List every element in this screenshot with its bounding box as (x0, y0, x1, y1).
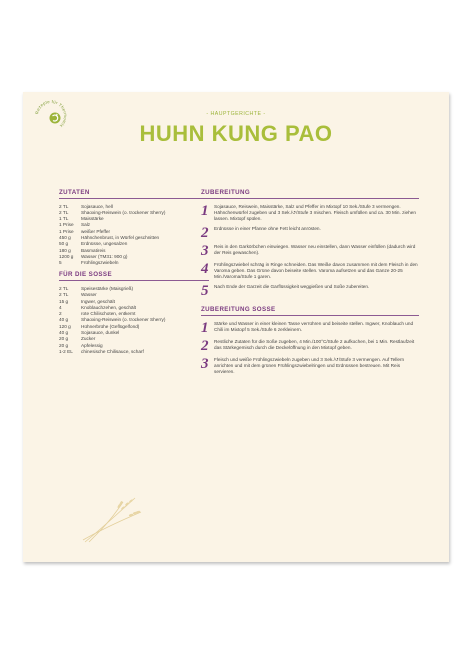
ingredients-heading: ZUTATEN (59, 189, 209, 199)
ingredient-row (59, 349, 209, 355)
ingredient-amount: 2 TL (59, 209, 69, 215)
ingredient-name: Speisestärke (Maisgrieß) (81, 285, 134, 291)
ingredient-amount: 450 g (59, 234, 71, 240)
ingredient-name: Hähnchenbrust, in Würfel geschnitten (81, 234, 160, 240)
ingredient-amount: 1 Prise (59, 222, 74, 228)
ingredient-name: Maisstärke (81, 216, 104, 222)
svg-text:Rezepte für Thermomix: Rezepte für Thermomix (34, 98, 69, 129)
ingredient-name: Shaoxing-Reiswein (o. trockener Sherry) (81, 209, 166, 215)
recipe-title: HUHN KUNG PAO (139, 121, 333, 146)
ingredient-name: Hühnerbrühe (Geflügelfond) (81, 323, 140, 329)
step-text: Frühlingszwiebel schräg in Ringe schneiden. Das Weiße davon zusammen mit dem Fleisch in den Varoma geben. Das Grüne davon beiseite stellen. Varoma aufsetzen und das Ganze 20-25 Min./Varoma/Stufe 1 garen. (214, 261, 418, 279)
recipe-page (23, 92, 449, 562)
ingredient-name: Frühlingszwiebeln (81, 260, 119, 266)
ingredient-amount: 120 g (59, 323, 71, 329)
ingredient-amount: 20 g (59, 342, 69, 348)
ingredient-name: Shaoxing-Reiswein (o. trockener Sherry) (81, 317, 166, 323)
step-number: 5 (201, 283, 209, 300)
ingredients-column (59, 189, 209, 360)
step-item (201, 284, 419, 298)
ingredient-amount: 2 TL (59, 292, 69, 298)
ingredient-amount: 1 Prise (59, 228, 74, 234)
step-item (201, 262, 419, 280)
step-item (201, 321, 419, 335)
ingredient-name: Knoblauchzehen, geschält (81, 304, 136, 310)
step-item (201, 226, 419, 240)
ingredient-name: Basmatireis (81, 247, 106, 253)
ingredient-name: Sojasauce, dunkel (81, 330, 120, 336)
ingredient-amount: 40 g (59, 330, 69, 336)
ingredient-amount: 2 (59, 311, 62, 317)
ingredient-name: Salz (81, 222, 91, 228)
step-text: Stärke und Wasser in einer kleinen Tasse verrühren und beiseite stellen. Ingwer, Knoblauch und Chili im Mixtopf 5 Sek./Stufe 6 zerkleinern. (214, 320, 414, 332)
step-item (201, 357, 419, 375)
step-text: Nach Ende der Garzeit die Garflüssigkeit weggießen und Soße zubereiten. (214, 284, 370, 290)
ingredient-name: Erdnüsse, ungesalzen (81, 241, 128, 247)
ingredient-amount: 4 (59, 304, 62, 310)
preparation-heading: ZUBEREITUNG (201, 189, 419, 199)
preparation-column (201, 189, 419, 379)
ingredients-list (59, 204, 209, 267)
ingredient-name: rote Chilischoten, entkernt (81, 311, 136, 317)
ingredient-amount: 2 TL (59, 203, 69, 209)
ingredient-name: Ingwer, geschält (81, 298, 115, 304)
step-text: Erdnüsse in einer Pfanne ohne Fett leicht anrösten. (214, 225, 321, 231)
sauce-preparation-steps (201, 321, 419, 375)
ingredient-name: weißer Pfeffer (81, 228, 111, 234)
ingredient-row (59, 260, 209, 266)
wheat-illustration-icon (75, 492, 145, 544)
sauce-preparation-heading: ZUBEREITUNG SOSSE (201, 306, 419, 316)
step-number: 2 (201, 224, 209, 241)
ingredient-amount: 2 TL (59, 285, 69, 291)
step-number: 2 (201, 337, 209, 354)
step-number: 3 (201, 242, 209, 259)
step-text: Reis in den Garkörbchen einwiegen. Wasser neu einstellen, dann Wasser einfüllen (dadurch wird der Reis gewaschen). (214, 243, 416, 255)
category-label: - HAUPTGERICHTE - (206, 111, 266, 117)
step-item (201, 244, 419, 258)
ingredient-name: Wasser (81, 292, 97, 298)
ingredient-amount: 1 TL (59, 216, 69, 222)
ingredient-amount: 40 g (59, 317, 69, 323)
step-text: Fleisch und weiße Frühlingszwiebeln zugeben und 3 Sek./↺/Stufe 3 vermengen. Auf Tellern anrichten und mit dem grünen Frühlingszwiebelringen und Erdnüssen bestreuen. Mit Reis servieren. (214, 356, 405, 374)
step-number: 1 (201, 319, 209, 336)
ingredient-amount: 1200 g (59, 253, 74, 259)
step-text: Sojasauce, Reiswein, Maisstärke, Salz und Pfeffer im Mixtopf 10 Sek./Stufe 3 vermengen. Hähnchenwürfel zugeben und 3 Sek./↺/Stufe 3 mischen. Fleisch umfüllen und ca. 30 Min. ziehen lassen. Mixtopf spülen. (214, 203, 416, 221)
sauce-ingredients-heading: FÜR DIE SOSSE (59, 271, 209, 281)
ingredient-amount: 1-2 EL (59, 348, 73, 354)
step-number: 4 (201, 260, 209, 277)
ingredient-name: Sojasauce, hell (81, 203, 113, 209)
ingredient-name: Zucker (81, 336, 96, 342)
ingredient-amount: 20 g (59, 336, 69, 342)
ingredient-amount: 180 g (59, 247, 71, 253)
ingredient-amount: 15 g (59, 298, 69, 304)
step-text: Restliche Zutaten für die Soße zugeben, 4 Min./100°C/Stufe 2 aufkochen, bei 1 Min. Restlaufzeit das Stärkegemisch durch die Deckelöffnung in den Mixtopf geben. (214, 338, 415, 350)
ingredient-name: Wasser (TM31: 900 g) (81, 253, 128, 259)
ingredient-amount: 5 (59, 260, 62, 266)
sauce-ingredients-list (59, 286, 209, 355)
step-number: 1 (201, 202, 209, 219)
step-number: 3 (201, 355, 209, 372)
step-item (201, 339, 419, 353)
step-item (201, 204, 419, 222)
ingredient-name: Apfelessig (81, 342, 103, 348)
ingredient-amount: 50 g (59, 241, 69, 247)
preparation-steps (201, 204, 419, 299)
ingredient-name: chinesische Chilisauce, scharf (81, 348, 144, 354)
